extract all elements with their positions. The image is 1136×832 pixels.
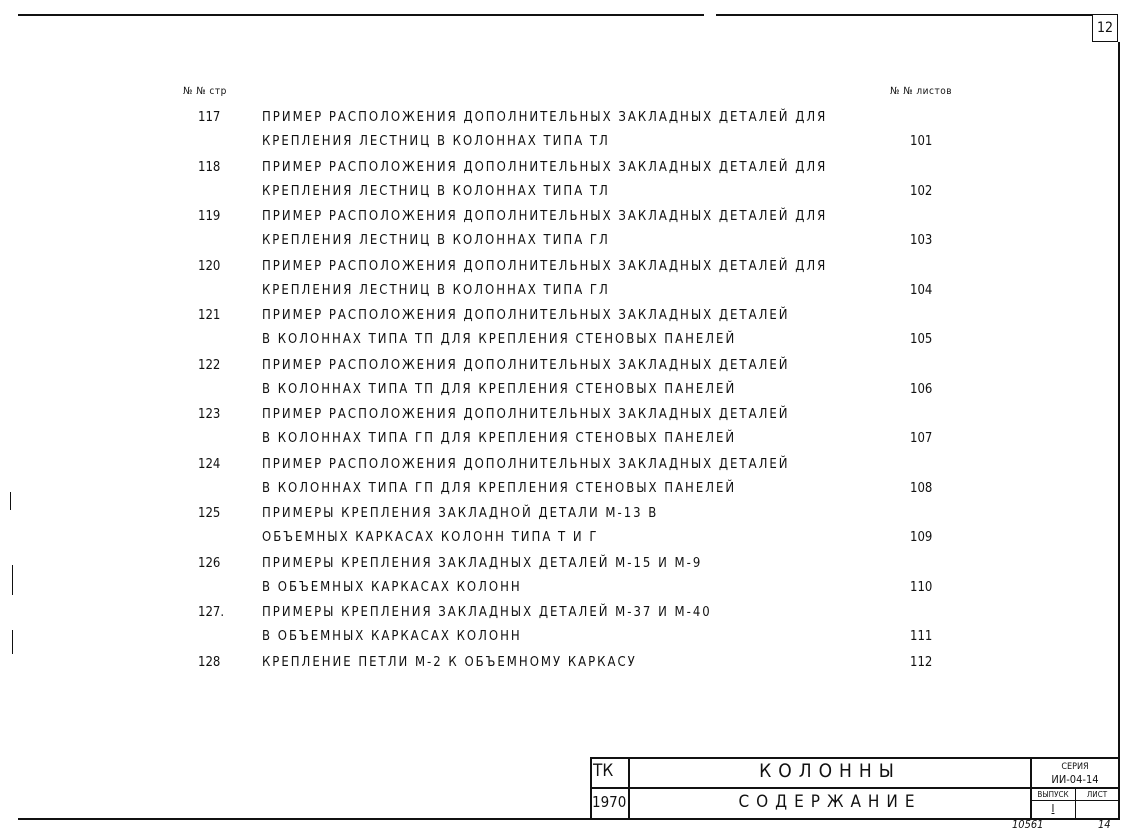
entry-title-line2: КРЕПЛЕНИЯ ЛЕСТНИЦ В КОЛОННАХ ТИПА ГЛ bbox=[262, 233, 610, 248]
entry-title-line1: ПРИМЕР РАСПОЛОЖЕНИЯ ДОПОЛНИТЕЛЬНЫХ ЗАКЛАДНЫХ ДЕТАЛЕЙ bbox=[262, 357, 790, 373]
entry-number: 117 bbox=[198, 110, 221, 125]
entry-title-line1: ПРИМЕР РАСПОЛОЖЕНИЯ ДОПОЛНИТЕЛЬНЫХ ЗАКЛАДНЫХ ДЕТАЛЕЙ ДЛЯ bbox=[262, 159, 828, 175]
entry-title-line2: ОБЪЕМНЫХ КАРКАСАХ КОЛОНН ТИПА Т И Г bbox=[262, 530, 599, 545]
entry-title-line2: В КОЛОННАХ ТИПА ГП ДЛЯ КРЕПЛЕНИЯ СТЕНОВЫХ ПАНЕЛЕЙ bbox=[262, 431, 737, 446]
entry-number: 126 bbox=[198, 555, 221, 571]
entry-number: 127. bbox=[198, 605, 225, 620]
entry-sheet-number: 104 bbox=[910, 282, 933, 298]
sheet-label: ЛИСТ bbox=[1086, 790, 1108, 799]
entry-title-line1: ПРИМЕР РАСПОЛОЖЕНИЯ ДОПОЛНИТЕЛЬНЫХ ЗАКЛАДНЫХ ДЕТАЛЕЙ bbox=[262, 407, 790, 422]
entry-number: 123 bbox=[198, 407, 221, 422]
right-border bbox=[1118, 42, 1120, 820]
entry-title-line1: ПРИМЕРЫ КРЕПЛЕНИЯ ЗАКЛАДНЫХ ДЕТАЛЕЙ М-37 И М-40 bbox=[262, 605, 712, 620]
tb-top-line bbox=[590, 757, 1119, 759]
entry-number: 119 bbox=[198, 209, 221, 224]
issue-value: I bbox=[1051, 802, 1055, 815]
entry-sheet-number: 107 bbox=[910, 431, 933, 446]
entry-sheet-number: 106 bbox=[910, 381, 933, 397]
entry-title-line2: КРЕПЛЕНИЯ ЛЕСТНИЦ В КОЛОННАХ ТИПА ТЛ bbox=[262, 134, 610, 149]
entry-title-line1: ПРИМЕР РАСПОЛОЖЕНИЯ ДОПОЛНИТЕЛЬНЫХ ЗАКЛАДНЫХ ДЕТАЛЕЙ ДЛЯ bbox=[262, 209, 828, 224]
entry-title-line1: ПРИМЕР РАСПОЛОЖЕНИЯ ДОПОЛНИТЕЛЬНЫХ ЗАКЛАДНЫХ ДЕТАЛЕЙ ДЛЯ bbox=[262, 258, 828, 274]
org-code: ТК bbox=[593, 761, 614, 781]
drawing-title: КОЛОННЫ bbox=[759, 760, 901, 782]
entry-sheet-number: 112 bbox=[910, 654, 933, 670]
entry-title-line1: ПРИМЕРЫ КРЕПЛЕНИЯ ЗАКЛАДНЫХ ДЕТАЛЕЙ М-15 И М-9 bbox=[262, 555, 703, 571]
entry-number: 124 bbox=[198, 456, 221, 472]
entry-sheet-number: 103 bbox=[910, 233, 933, 248]
entry-title-line2: В КОЛОННАХ ТИПА ТП ДЛЯ КРЕПЛЕНИЯ СТЕНОВЫХ ПАНЕЛЕЙ bbox=[262, 381, 737, 397]
entry-sheet-number: 101 bbox=[910, 134, 933, 149]
bottom-border bbox=[18, 818, 1119, 820]
left-mark-3 bbox=[12, 630, 13, 654]
left-mark-2 bbox=[12, 565, 13, 595]
tb-small-line bbox=[1030, 800, 1118, 801]
entry-title-line2: В КОЛОННАХ ТИПА ГП ДЛЯ КРЕПЛЕНИЯ СТЕНОВЫХ ПАНЕЛЕЙ bbox=[262, 480, 737, 496]
entry-number: 120 bbox=[198, 258, 221, 274]
left-mark-1 bbox=[10, 492, 11, 510]
archive-number: 10561 bbox=[1012, 818, 1044, 831]
entry-sheet-number: 111 bbox=[910, 629, 933, 644]
entry-sheet-number: 102 bbox=[910, 183, 933, 199]
entry-title-line2: В ОБЪЕМНЫХ КАРКАСАХ КОЛОНН bbox=[262, 579, 522, 595]
series-label: СЕРИЯ bbox=[1061, 762, 1089, 772]
entry-sheet-number: 108 bbox=[910, 480, 933, 496]
entry-title-line2: В КОЛОННАХ ТИПА ТП ДЛЯ КРЕПЛЕНИЯ СТЕНОВЫХ ПАНЕЛЕЙ bbox=[262, 332, 737, 347]
entry-sheet-number: 105 bbox=[910, 332, 933, 347]
header-page-column: № № стр bbox=[183, 86, 227, 97]
entry-title-line1: КРЕПЛЕНИЕ ПЕТЛИ М-2 К ОБЪЕМНОМУ КАРКАСУ bbox=[262, 654, 637, 670]
entry-sheet-number: 110 bbox=[910, 579, 933, 595]
entry-number: 125 bbox=[198, 506, 221, 521]
top-border-left bbox=[18, 14, 704, 16]
entry-title-line1: ПРИМЕР РАСПОЛОЖЕНИЯ ДОПОЛНИТЕЛЬНЫХ ЗАКЛАДНЫХ ДЕТАЛЕЙ bbox=[262, 308, 790, 323]
entry-title-line2: КРЕПЛЕНИЯ ЛЕСТНИЦ В КОЛОННАХ ТИПА ТЛ bbox=[262, 183, 610, 199]
entry-title-line2: В ОБЪЕМНЫХ КАРКАСАХ КОЛОНН bbox=[262, 629, 522, 644]
entry-number: 121 bbox=[198, 308, 221, 323]
entry-sheet-number: 109 bbox=[910, 530, 933, 545]
header-sheets-column: № № листов bbox=[890, 86, 953, 97]
issue-label: ВЫПУСК bbox=[1037, 790, 1069, 799]
series-value: ИИ-04-14 bbox=[1051, 773, 1099, 786]
drawing-subtitle: СОДЕРЖАНИЕ bbox=[738, 792, 922, 812]
entry-title-line1: ПРИМЕРЫ КРЕПЛЕНИЯ ЗАКЛАДНОЙ ДЕТАЛИ М-13 В bbox=[262, 506, 659, 521]
entry-number: 122 bbox=[198, 357, 221, 373]
page-number: 12 bbox=[1092, 14, 1118, 42]
entry-title-line1: ПРИМЕР РАСПОЛОЖЕНИЯ ДОПОЛНИТЕЛЬНЫХ ЗАКЛАДНЫХ ДЕТАЛЕЙ bbox=[262, 456, 790, 472]
top-border-right bbox=[716, 14, 1092, 16]
entry-title-line1: ПРИМЕР РАСПОЛОЖЕНИЯ ДОПОЛНИТЕЛЬНЫХ ЗАКЛАДНЫХ ДЕТАЛЕЙ ДЛЯ bbox=[262, 110, 828, 125]
entry-number: 128 bbox=[198, 654, 221, 670]
year: 1970 bbox=[592, 793, 627, 811]
entry-number: 118 bbox=[198, 159, 221, 175]
sheet-number: 14 bbox=[1098, 818, 1111, 831]
entry-title-line2: КРЕПЛЕНИЯ ЛЕСТНИЦ В КОЛОННАХ ТИПА ГЛ bbox=[262, 282, 610, 298]
